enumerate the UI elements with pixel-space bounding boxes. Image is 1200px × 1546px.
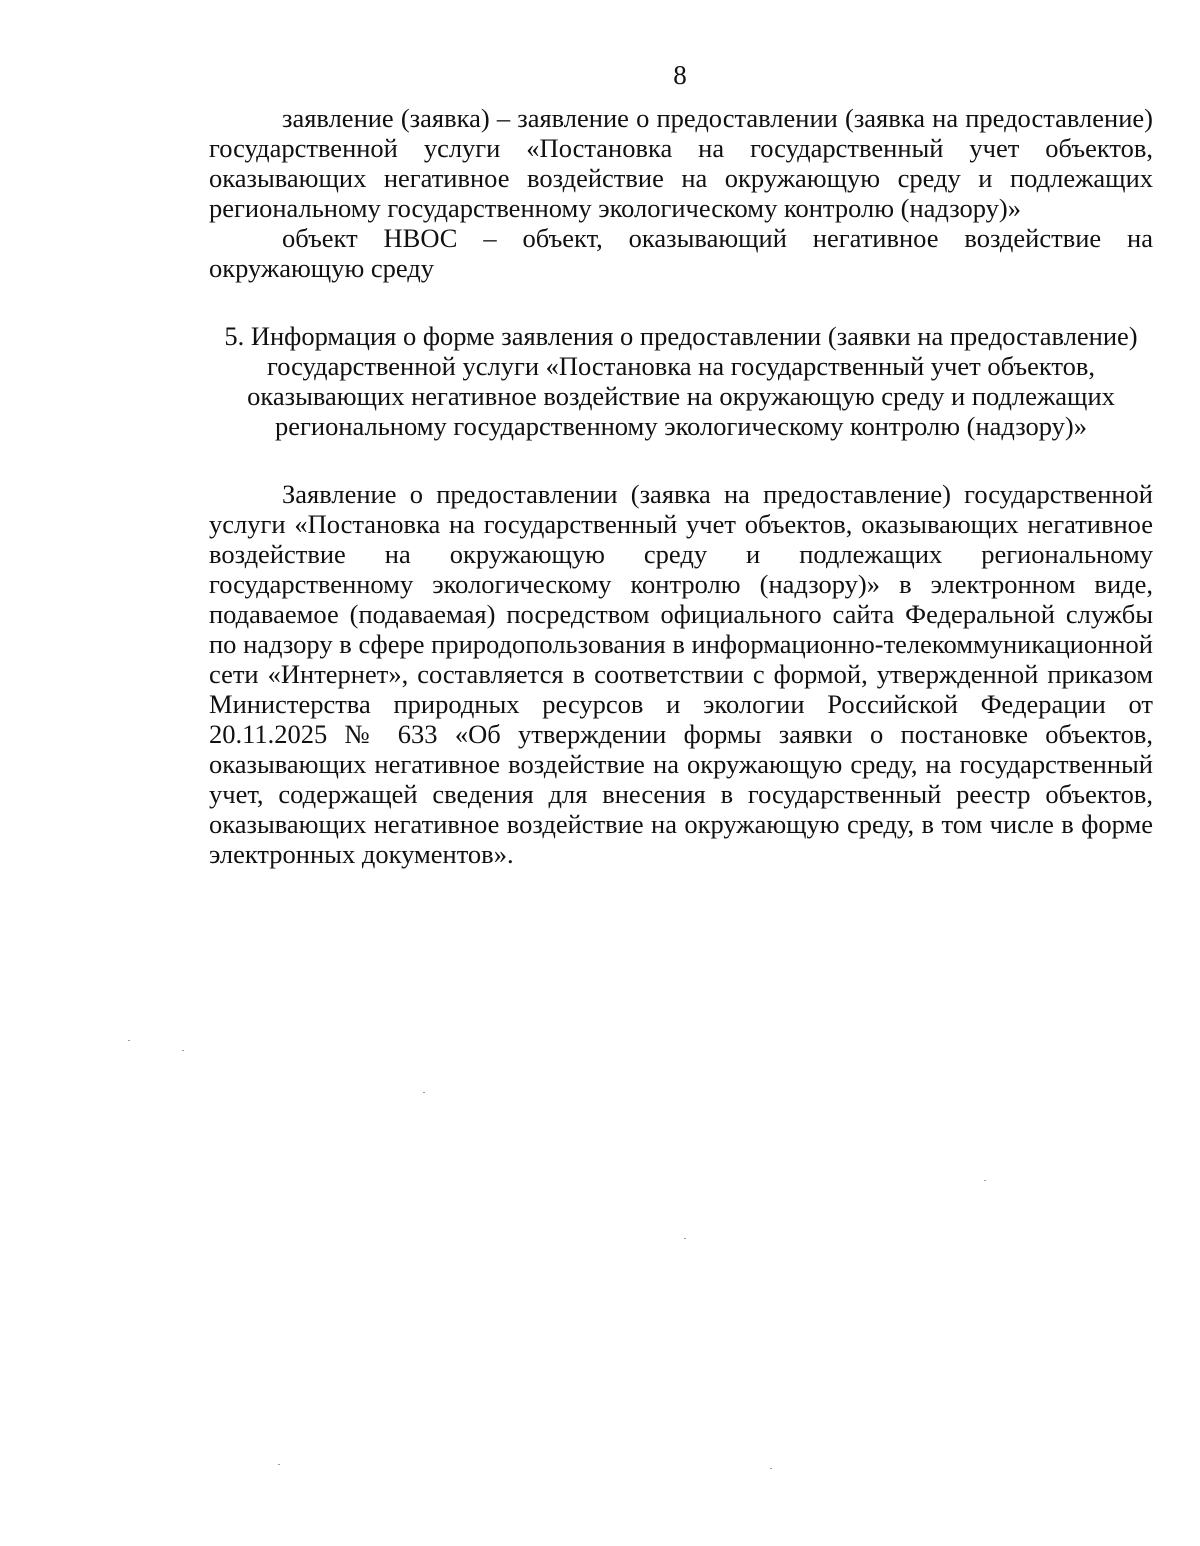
document-body xyxy=(209,103,1153,869)
scan-speck xyxy=(684,1238,686,1239)
page-number: 8 xyxy=(673,60,687,90)
definition-nvos-object: объект НВОС – объект, оказывающий негативное воздействие на окружающую среду xyxy=(209,223,1153,283)
definition-application: заявление (заявка) – заявление о предоставлении (заявка на предоставление) государственной услуги «Постановка на государственный учет объектов, оказывающих негативное воздействие на окружающую среду и подлежащих региональному государственному экологическому контролю (надзору)» xyxy=(209,103,1153,223)
section-body-paragraph: Заявление о предоставлении (заявка на предоставление) государственной услуги «Постановка на государственный учет объектов, оказывающих негативное воздействие на окружающую среду и подлежащих региональному государственному экологическому контролю (надзору)» в электронном виде, подаваемое (подаваемая) посредством официального сайта Федеральной службы по надзору в сфере природопользования в информационно-телекоммуникационной сети «Интернет», составляется в соответствии с формой, утвержденной приказом Министерства природных ресурсов и экологии Российской Федерации от 20.11.2025 № 633 «Об утверждении формы заявки о постановке объектов, оказывающих негативное воздействие на окружающую среду, на государственный учет, содержащей сведения для внесения в государственный реестр объектов, оказывающих негативное воздействие на окружающую среду, в том числе в форме электронных документов». xyxy=(209,479,1153,869)
scan-speck xyxy=(278,1464,280,1465)
scan-speck xyxy=(984,1180,986,1181)
scan-speck xyxy=(770,1468,772,1469)
scan-speck xyxy=(128,1040,130,1041)
section-heading: 5. Информация о форме заявления о предоставлении (заявки на предоставление) государственной услуги «Постановка на государственный учет объектов, оказывающих негативное воздействие на окружающую среду и подлежащих региональному государственному экологическому контролю (надзору)» xyxy=(224,321,1138,441)
scan-speck xyxy=(182,1050,184,1051)
scan-speck xyxy=(423,1092,425,1093)
